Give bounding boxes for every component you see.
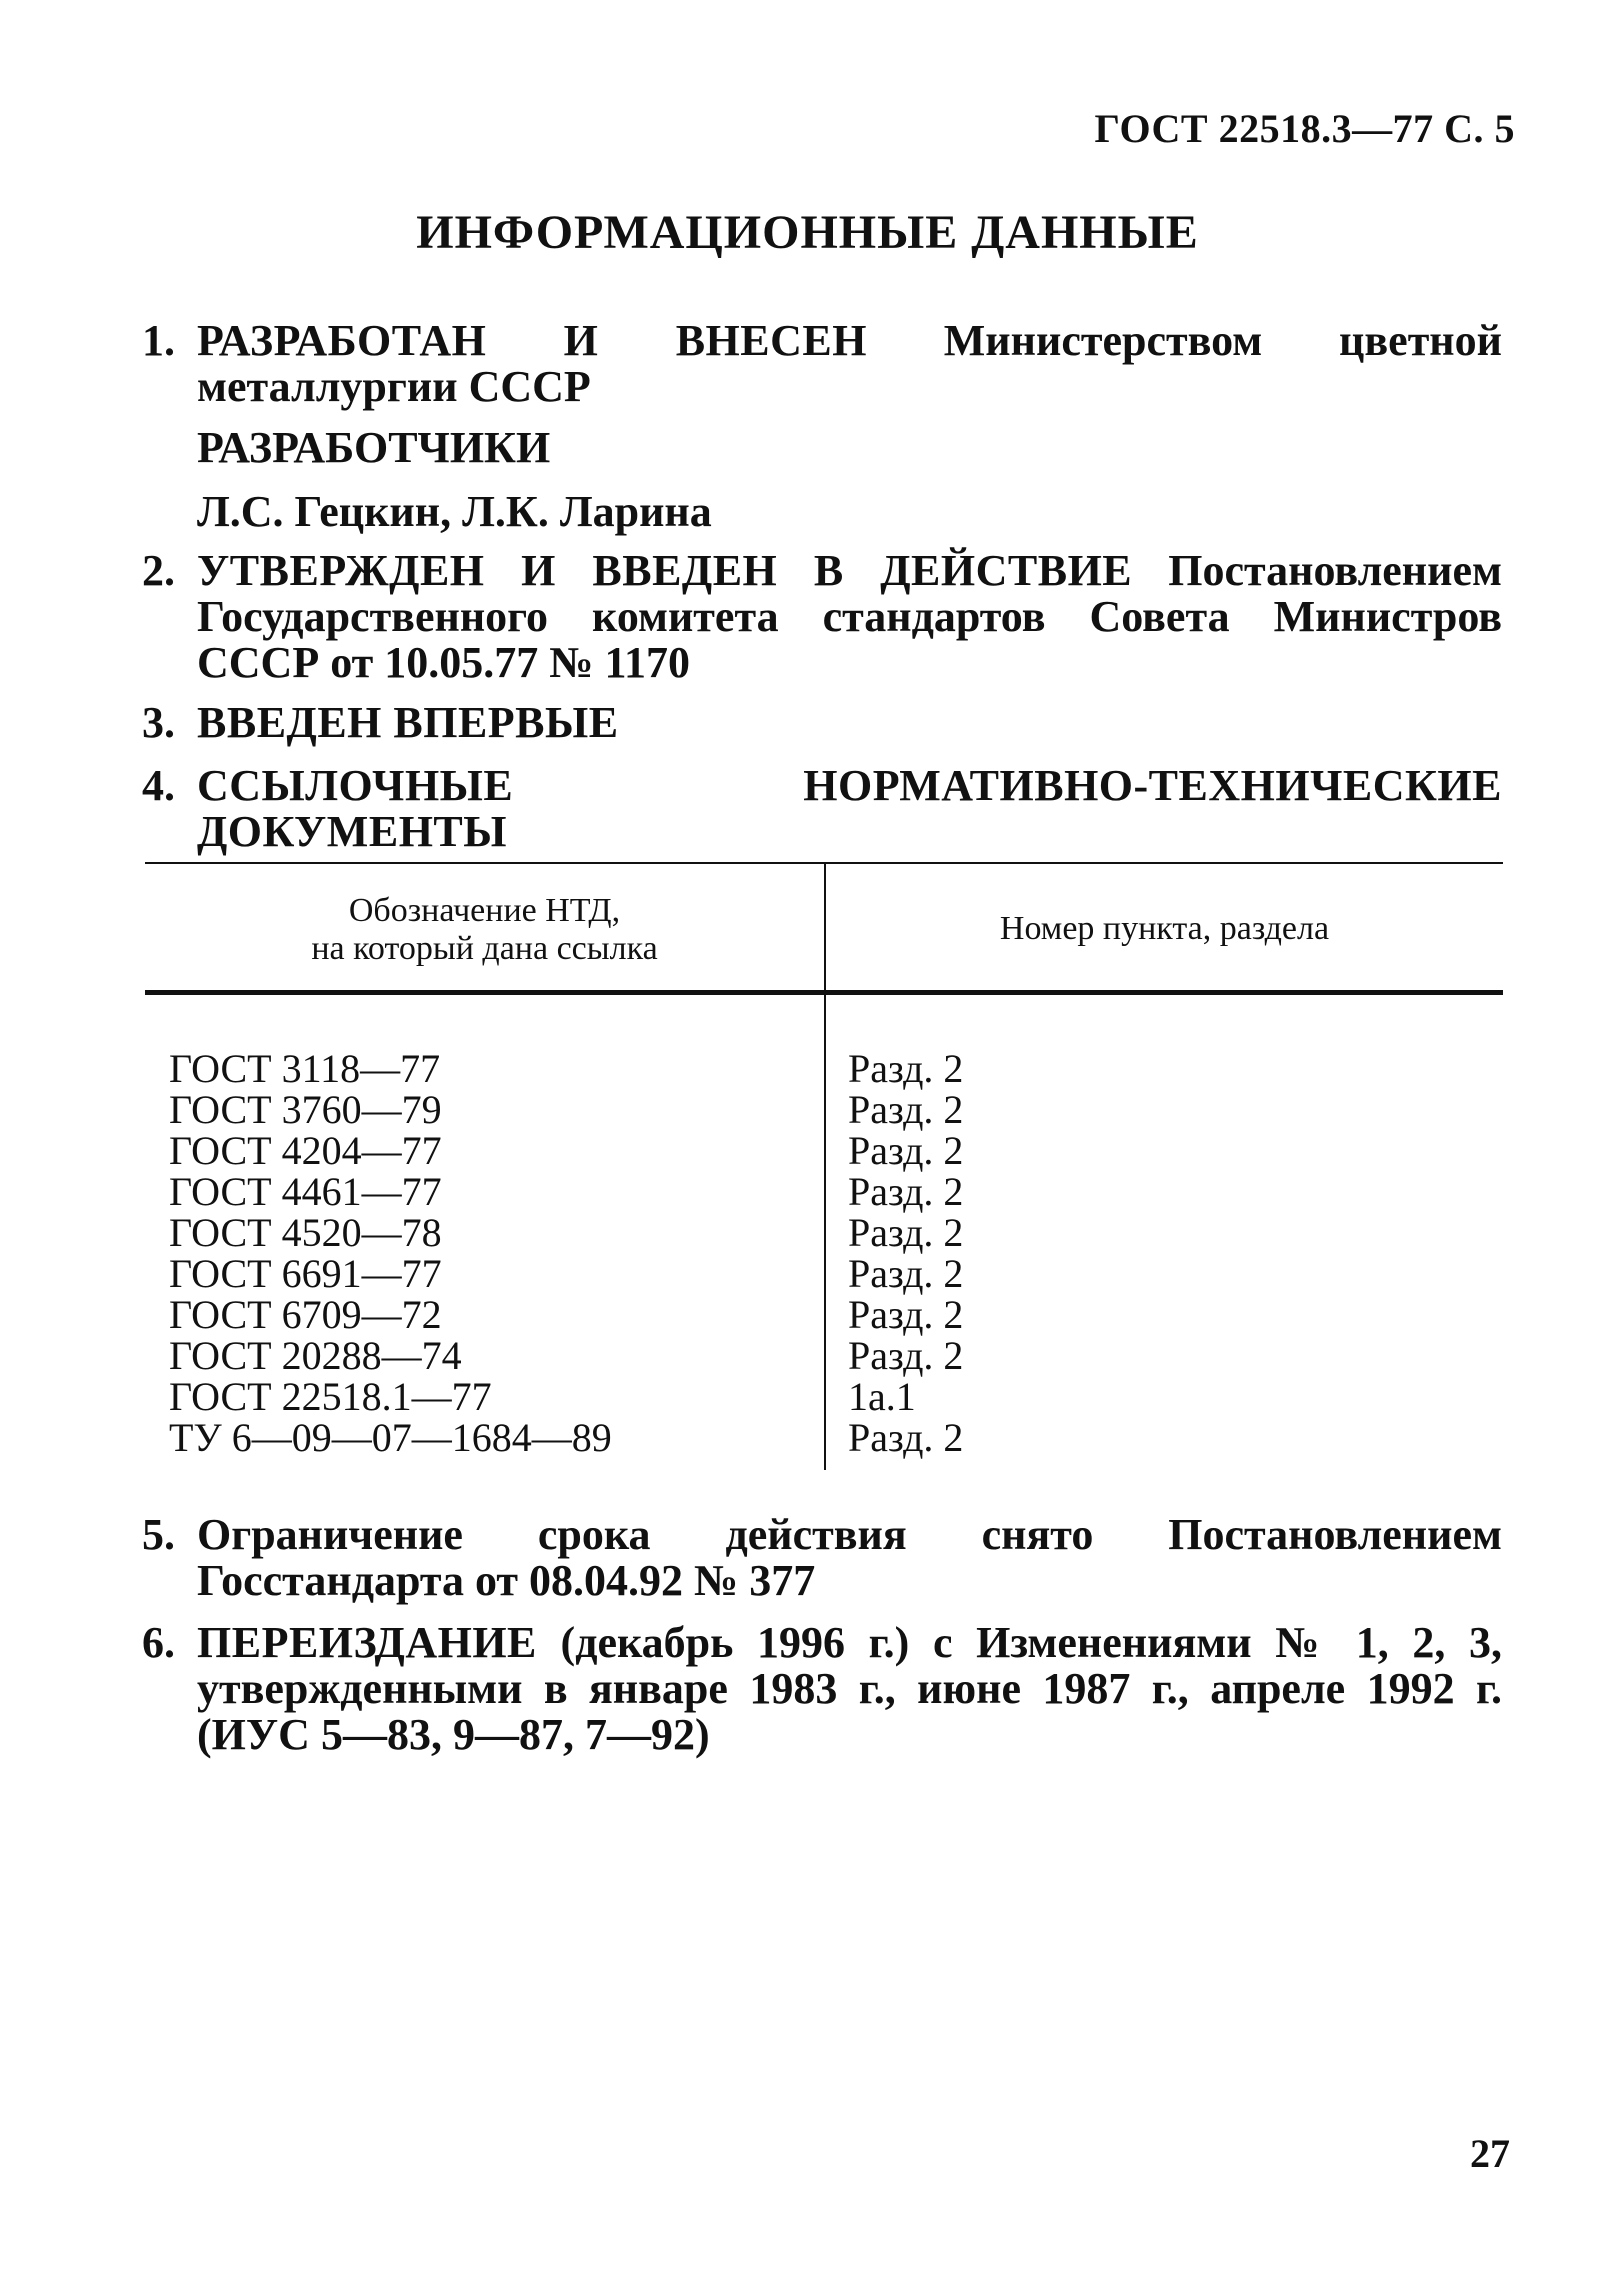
info-item-5: [142, 1512, 1502, 1604]
item-number: 2.: [142, 546, 175, 595]
item-body: Министерством цветной металлургии СССР: [197, 316, 1503, 411]
running-head: ГОСТ 22518.3—77 С. 5: [1094, 106, 1515, 151]
table-cell-document: ГОСТ 4461—77: [169, 1169, 442, 1214]
page-number: 27: [1470, 2131, 1510, 2176]
table-cell-section: Разд. 2: [848, 1169, 964, 1214]
info-item-3: [142, 700, 1502, 746]
item-number: 3.: [142, 698, 175, 747]
item-number: 1.: [142, 316, 175, 365]
document-column: [169, 1048, 612, 1458]
table-cell-section: Разд. 2: [848, 1087, 964, 1132]
table-cell-document: ГОСТ 4520—78: [169, 1210, 442, 1255]
table-cell-section: Разд. 2: [848, 1210, 964, 1255]
table-cell-section: Разд. 2: [848, 1128, 964, 1173]
table-cell-document: ГОСТ 20288—74: [169, 1333, 462, 1378]
item-caps: РАЗРАБОТАН И ВНЕСЕН: [197, 316, 867, 365]
table-cell-section: Разд. 2: [848, 1333, 964, 1378]
table-cell-section: Разд. 2: [848, 1251, 964, 1296]
table-header-section: Номер пункта, раздела: [999, 910, 1330, 947]
item-number: 4.: [142, 761, 175, 810]
table-cell-document: ГОСТ 3760—79: [169, 1087, 442, 1132]
table-cell-document: ГОСТ 3118—77: [169, 1046, 441, 1091]
developers-label: РАЗРАБОТЧИКИ: [197, 423, 551, 472]
item-number: 6.: [142, 1618, 175, 1667]
item-caps: ВВЕДЕН ВПЕРВЫЕ: [197, 698, 619, 747]
table-cell-document: ТУ 6—09—07—1684—89: [169, 1415, 612, 1460]
info-item-1: [142, 318, 1502, 410]
page-title: ИНФОРМАЦИОННЫЕ ДАННЫЕ: [416, 206, 1199, 259]
table-header-document: [145, 892, 824, 968]
item-text: [197, 318, 1502, 410]
table-cell-section: Разд. 2: [848, 1046, 964, 1091]
developers-names: Л.С. Гецкин, Л.К. Ларина: [197, 487, 712, 536]
item-text: [197, 548, 1502, 686]
item-number: 5.: [142, 1510, 175, 1559]
item-text: [197, 1620, 1502, 1758]
item-body: (декабрь 1996 г.) с Изменениями № 1, 2, 3, утвержденными в январе 1983 г., июне 1987 г., апреле 1992 г. (ИУС 5—83, 9—87, 7—92): [197, 1618, 1502, 1759]
item-caps: ССЫЛОЧНЫЕ НОРМАТИВНО-ТЕХНИЧЕСКИЕ ДОКУМЕНТЫ: [197, 761, 1502, 856]
item-caps: ПЕРЕИЗДАНИЕ: [197, 1618, 537, 1667]
header-line: на который дана ссылка: [311, 930, 658, 967]
item-text: [197, 700, 1502, 746]
section-column: [848, 1048, 963, 1458]
table-column-divider: [824, 862, 826, 1470]
table-cell-document: ГОСТ 6691—77: [169, 1251, 442, 1296]
table-cell-document: ГОСТ 22518.1—77: [169, 1374, 492, 1419]
item-body: Постановлением Государственного комитета стандартов Совета Министров СССР от 10.05.77 № 1170: [197, 546, 1503, 687]
table-cell-document: ГОСТ 6709—72: [169, 1292, 442, 1337]
item-text: Ограничение срока действия снято Постановлением Госстандарта от 08.04.92 № 377: [197, 1510, 1502, 1605]
table-cell-section: 1а.1: [848, 1374, 916, 1419]
table-cell-section: Разд. 2: [848, 1292, 964, 1337]
info-item-4: [142, 763, 1502, 855]
table-cell-section: Разд. 2: [848, 1415, 964, 1460]
header-line: Обозначение НТД,: [348, 892, 621, 929]
info-item-6: [142, 1620, 1502, 1758]
info-item-2: [142, 548, 1502, 686]
table-cell-document: ГОСТ 4204—77: [169, 1128, 442, 1173]
item-text: [197, 763, 1502, 855]
references-table: [145, 862, 1503, 1470]
item-caps: УТВЕРЖДЕН И ВВЕДЕН В ДЕЙСТВИЕ: [197, 546, 1133, 595]
table-header-rule: [145, 990, 1503, 995]
